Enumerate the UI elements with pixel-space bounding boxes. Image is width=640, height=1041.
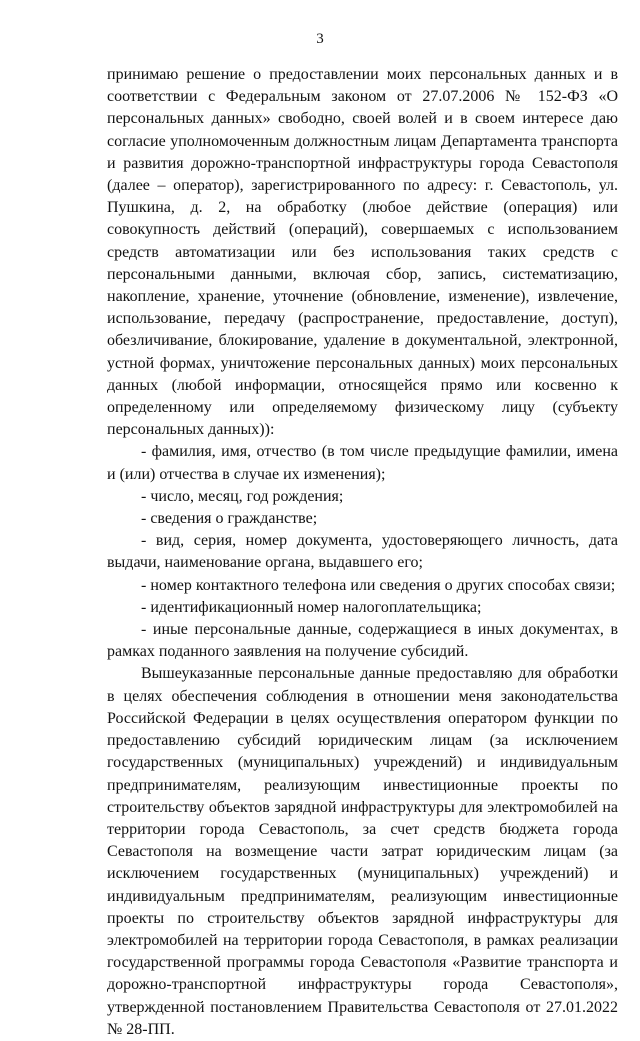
list-item-full-name: - фамилия, имя, отчество (в том числе предыдущие фамилии, имена и (или) отчества в случае их изменения); — [107, 443, 618, 483]
page-number: 3 — [316, 31, 324, 47]
list-item-identity-document: - вид, серия, номер документа, удостоверяющего личность, дата выдачи, наименование органа, выдавшего его; — [107, 532, 618, 572]
list-item-citizenship: - сведения о гражданстве; — [141, 510, 318, 528]
list-item-other-data: - иные персональные данные, содержащиеся в иных документах, в рамках поданного заявления на получение субсидий. — [107, 621, 618, 661]
consent-paragraph: принимаю решение о предоставлении моих персональных данных и в соответствии с Федеральным законом от 27.07.2006 № 152-ФЗ «О персональных данных» свободно, своей волей и в своем интересе даю согласие уполномоченным должностным лицам Департамента транспорта и развития дорожно-транспортной инфраструктуры города Севастополя (далее – оператор), зарегистрированного по адресу: г. Севастополь, ул. Пушкина, д. 2, на обработку (любое действие (операция) или совокупность действий (операций), совершаемых с использованием средств автоматизации или без использования таких средств с персональными данными, включая сбор, запись, систематизацию, накопление, хранение, уточнение (обновление, изменение), извлечение, использование, передачу (распространение, предоставление, доступ), обезличивание, блокирование, удаление в документальной, электронной, устной формах, уничтожение персональных данных) моих персональных данных (любой информации, относящейся прямо или косвенно к определенному или определяемому физическому лицу (субъекту персональных данных)): — [107, 66, 618, 439]
list-item-birth-date: - число, месяц, год рождения; — [141, 487, 344, 505]
document-body — [107, 64, 618, 1041]
purpose-paragraph: Вышеуказанные персональные данные предоставляю для обработки в целях обеспечения соблюдения в отношении меня законодательства Российской Федерации в целях осуществления оператором функции по предоставлению субсидий юридическим лицам (за исключением государственных (муниципальных) учреждений) и индивидуальным предпринимателям, реализующим инвестиционные проекты по строительству объектов зарядной инфраструктуры для электромобилей на территории города Севастополь, за счет средств бюджета города Севастополя на возмещение части затрат юридическим лицам (за исключением государственных (муниципальных) учреждений) и индивидуальным предпринимателям, реализующим инвестиционные проекты по строительству объектов зарядной инфраструктуры для электромобилей на территории города Севастополя, в рамках реализации государственной программы города Севастополя «Развитие транспорта и дорожно-транспортной инфраструктуры города Севастополя», утвержденной постановлением Правительства Севастополя от 27.01.2022 № 28-ПП. — [107, 665, 618, 1038]
list-item-contact-phone: - номер контактного телефона или сведения о других способах связи; — [141, 576, 616, 594]
list-item-taxpayer-id: - идентификационный номер налогоплательщика; — [141, 598, 482, 616]
